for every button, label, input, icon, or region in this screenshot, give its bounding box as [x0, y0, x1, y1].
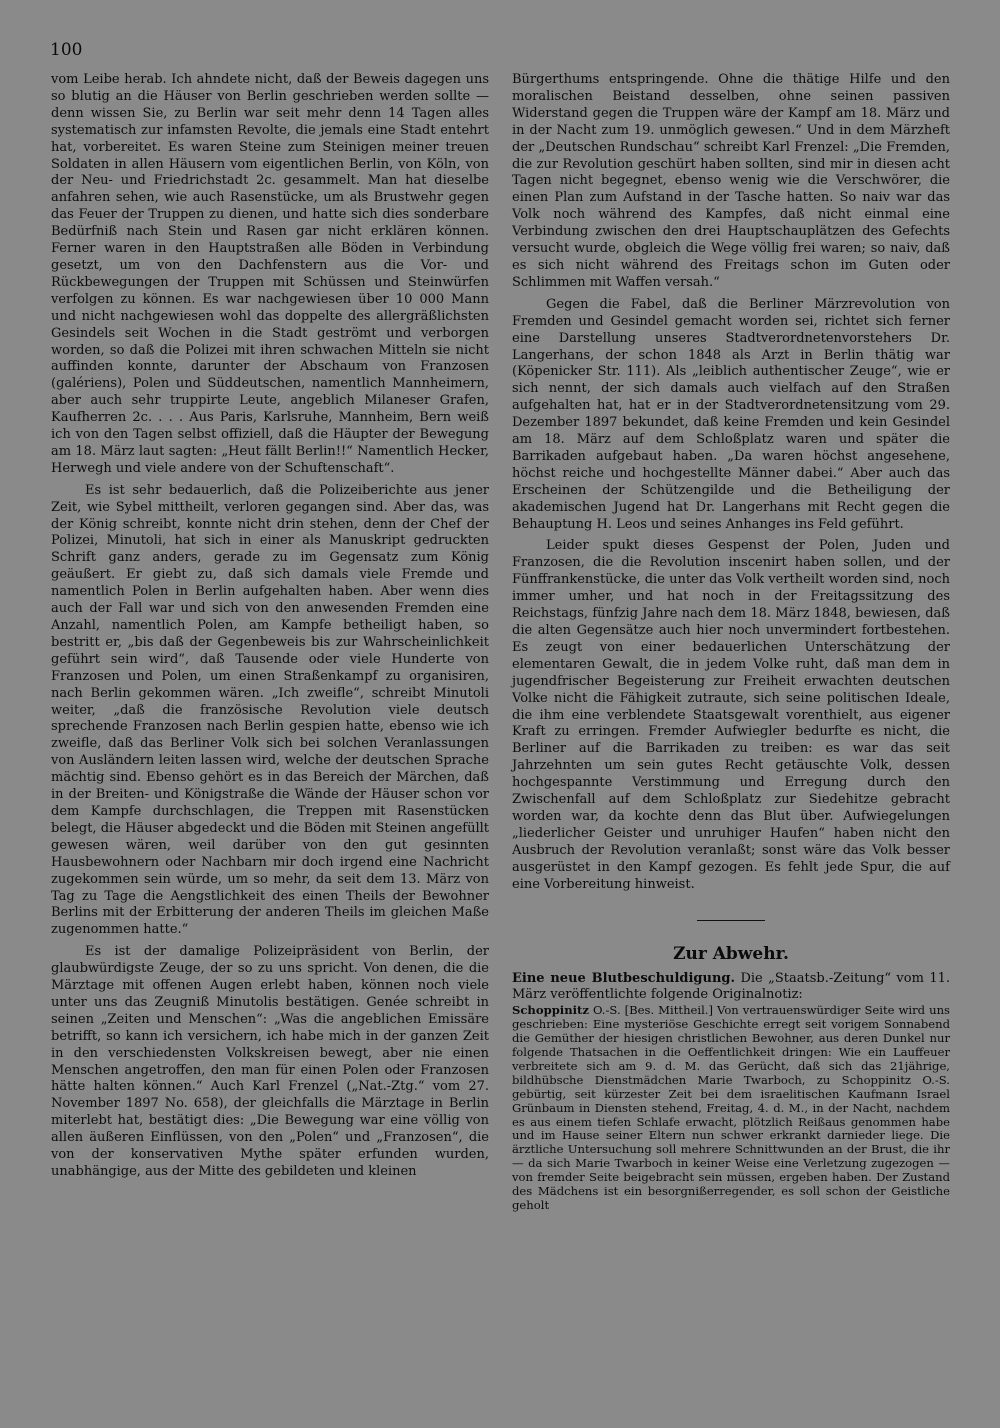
paragraph: vom Leibe herab. Ich ahndete nicht, daß der Beweis dagegen uns so blutig an die Häuser von Berlin geschrieben werden sollte — denn wissen Sie, zu Berlin war seit mehr denn 14 Tagen alles systematisch zur infamsten Revolte, die jemals eine Stadt entehrt hat, vorbereitet. Es waren Steine zum Steinigen meiner treuen Soldaten in allen Häusern vom eigentlichen Berlin, von Köln, von der Neu- und Friedrichstadt 2c. gesammelt. Man hat dieselbe anfahren sehen, wie auch Rasenstücke, um als Brustwehr gegen das Feuer der Truppen zu dienen, und hatte sich dies sonderbare Bedürfniß nach Stein und Rasen gar nicht erklären können. Ferner waren in den Hauptstraßen alle Böden in Verbindung gesetzt, um von den Dachfenstern aus die Vor- und Rückbewegungen der Truppen mit Schüssen und Steinwürfen verfolgen zu können. Es war nachgewiesen über 10 000 Mann und nicht nachgewiesen wohl das doppelte des allergräßlichsten Gesindels seit Wochen in die Stadt geströmt und verborgen worden, so daß die Polizei mit ihren schwachen Mitteln sie nicht auffinden konnte, darunter der Abschaum von Franzosen (galériens), Polen und Süddeutschen, namentlich Mannheimern, aber auch sehr truppirte Leute, angeblich Milaneser Grafen, Kaufherren 2c. . . . Aus Paris, Karlsruhe, Mannheim, Bern weiß ich von den Tagen selbst offiziell, daß die Häupter der Bewegung am 18. März laut sagten: „Heut fällt Berlin!!“ Namentlich Hecker, Herwegh und viele andere von der Schuftenschaft“. — [51, 72, 489, 476]
left-column — [51, 72, 489, 1181]
article-lead — [512, 971, 950, 1005]
quote-text: O.-S. [Bes. Mittheil.] Von vertrauenswürdiger Seite wird uns geschrieben: Eine mysteriöse Geschichte erregt seit vorigem Sonnabend die Gemüther der hiesigen christlichen Bewohner, aus deren Dunkel nur folgende Thatsachen in die Oeffentlichkeit dringen: Wie ein Lauffeuer verbreitete sich am 9. d. M. das Gerücht, daß sich das 21jährige, bildhübsche Dienstmädchen Marie Twarboch, zu Schoppinitz O.-S. gebürtig, seit kürzester Zeit bei dem israelitischen Kaufmann Israel Grünbaum in Diensten stehend, Freitag, 4. d. M., in der Nacht, nachdem es aus einem tiefen Schlafe erwacht, plötzlich Reißaus genommen habe und im Hause seiner Eltern nun schwer erkrankt darnieder liege. Die ärztliche Untersuchung soll mehrere Schnittwunden an der Brust, die ihr — da sich Marie Twarboch in keiner Weise eine Verletzung zugezogen — von fremder Seite beigebracht sein müssen, ergeben haben. Der Zustand des Mädchens ist ein besorgnißerregender, es soll schon der Geistliche geholt — [512, 1003, 950, 1212]
quoted-notice — [512, 1004, 950, 1213]
section-divider — [697, 920, 765, 921]
paragraph: Leider spukt dieses Gespenst der Polen, Juden und Franzosen, die die Revolution inscenirt haben sollen, und der Fünffrankenstücke, die unter das Volk vertheilt worden sind, noch immer umher, und hat noch in der Freitagssitzung des Reichstags, fünfzig Jahre nach dem 18. März 1848, bewiesen, daß die alten Gegensätze auch hier noch unvermindert fortbestehen. Es zeugt von einer bedauerlichen Unterschätzung der elementaren Gewalt, die in jedem Volke ruht, daß man dem in jugendfrischer Begeisterung zur Freiheit erwachten deutschen Volke nicht die Fähigkeit zutraute, sich seine politischen Ideale, die ihm eine verblendete Staatsgewalt vorenthielt, aus eigener Kraft zu erringen. Fremder Aufwiegler bedurfte es nicht, die Berliner auf die Barrikaden zu treiben: es war das seit Jahrzehnten um sein gutes Recht getäuschte Volk, dessen hochgespannte Verstimmung und Erregung durch den Zwischenfall auf dem Schloßplatz zur Siedehitze gebracht worden war, da kochte denn das Blut über. Aufwiegelungen „liederlicher Geister und unruhiger Haufen“ haben nicht den Ausbruch der Revolution veranlaßt; sonst wäre das Volk besser ausgerüstet in den Kampf gezogen. Es fehlt jede Spur, die auf eine Vorbereitung hinweist. — [512, 538, 950, 892]
paragraph: Gegen die Fabel, daß die Berliner Märzrevolution von Fremden und Gesindel gemacht worden sei, richtet sich ferner eine Darstellung unseres Stadtverordnetenvorstehers Dr. Langerhans, der schon 1848 als Arzt in Berlin thätig war (Köpenicker Str. 111). Als „leiblich authentischer Zeuge“, wie er sich nennt, der sich damals auch vielfach auf den Straßen aufgehalten hat, hat er in der Stadtverordnetensitzung vom 29. Dezember 1897 bekundet, daß keine Fremden und kein Gesindel am 18. März auf dem Schloßplatz waren und später die Barrikaden aufgebaut haben. „Da waren höchst angesehene, höchst reiche und hochgestellte Männer dabei.“ Aber auch das Erscheinen der Schützengilde und die Betheiligung der akademischen Jugend hat Dr. Langerhans mit Recht gegen die Behauptung H. Leos und seines Anhanges ins Feld geführt. — [512, 296, 950, 532]
article-title: Eine neue Blutbeschuldigung. — [512, 970, 736, 986]
paragraph: Bürgerthums entspringende. Ohne die thätige Hilfe und den moralischen Beistand desselben, ohne seinen passiven Widerstand gegen die Truppen wäre der Kampf am 18. März und in der Nacht zum 19. unmöglich gewesen.“ Und in dem Märzheft der „Deutschen Rundschau“ schreibt Karl Frenzel: „Die Fremden, die zur Revolution geschürt haben sollten, sind mir in diesen acht Tagen nicht begegnet, ebenso wenig wie die Verschwörer, die einen Plan zum Aufstand in der Tasche hatten. So naiv war das Volk noch während des Kampfes, daß nicht einmal eine Verbindung zwischen den drei Hauptschauplätzen des Gefechts versucht wurde, obgleich die Wege völlig frei waren; so naiv, daß es sich nicht während des Freitags schon im Guten oder Schlimmen mit Waffen versah.“ — [512, 72, 950, 290]
paragraph: Es ist sehr bedauerlich, daß die Polizeiberichte aus jener Zeit, wie Sybel mittheilt, verloren gegangen sind. Aber das, was der König schreibt, konnte nicht drin stehen, denn der Chef der Polizei, Minutoli, hat sich in einer als Manuskript gedruckten Schrift ganz anders, gerade zu im Gegensatz zum König geäußert. Er giebt zu, daß sich damals viele Fremde und namentlich Polen in Berlin aufgehalten haben. Aber wenn dies auch der Fall war und sich von den anwesenden Fremden eine Anzahl, namentlich Polen, am Kampfe betheiligt haben, so bestritt er, „bis daß der Gegenbeweis bis zur Wahrscheinlichkeit geführt sein wird“, daß Tausende oder viele Hunderte von Franzosen und Polen, um einen Straßenkampf zu organisiren, nach Berlin gekommen wären. „Ich zweifle“, schreibt Minutoli weiter, „daß die französische Revolution viele deutsch sprechende Franzosen nach Berlin gespien hatte, ebenso wie ich zweifle, daß das Berliner Volk sich bei solchen Veranlassungen von Ausländern leiten lassen wird, welche der deutschen Sprache mächtig sind. Ebenso gehört es in das Bereich der Märchen, daß in der Breiten- und Königstraße die Wände der Häuser schon vor dem Kampfe durchschlagen, die Treppen mit Rasenstücken belegt, die Häuser abgedeckt und die Böden mit Steinen angefüllt gewesen wären, weil darüber von den gut gesinnten Hausbewohnern oder Nachbarn mir doch irgend eine Nachricht zugekommen sein würde, um so mehr, da seit dem 13. März von Tag zu Tage die Aengstlichkeit des einen Theils der Bewohner Berlins mit der Erbitterung der anderen Theils im gleichen Maße zugenommen hatte.“ — [51, 482, 489, 938]
article-lead-text: Die „Staatsb.-Zeitung“ vom 11. März veröffentlichte folgende Originalnotiz: — [512, 970, 950, 1003]
quote-place: Schoppinitz — [512, 1003, 589, 1018]
right-column — [512, 72, 950, 1213]
section-heading: Zur Abwehr. — [673, 943, 789, 964]
page-number: 100 — [50, 40, 83, 60]
paragraph: Es ist der damalige Polizeipräsident von Berlin, der glaubwürdigste Zeuge, der so zu uns spricht. Von denen, die die Märztage mit offenen Augen erlebt haben, können noch viele unter uns das Zeugniß Minutolis bestätigen. Genée schreibt in seinen „Zeiten und Menschen“: „Was die angeblichen Emissäre betrifft, so kann ich versichern, ich habe mich in der ganzen Zeit in den verschiedensten Volkskreisen bewegt, aber nie einen Menschen angetroffen, den man für einen Polen oder Franzosen hätte halten können.“ Auch Karl Frenzel („Nat.-Ztg.“ vom 27. November 1897 No. 658), der gleichfalls die Märztage in Berlin miterlebt hat, bestätigt dies: „Die Bewegung war eine völlig von allen äußeren Einflüssen, von den „Polen“ und „Franzosen“, die von der konservativen Mythe später erfunden wurden, unabhängige, aus der Mitte des gebildeten und kleinen — [51, 944, 489, 1179]
